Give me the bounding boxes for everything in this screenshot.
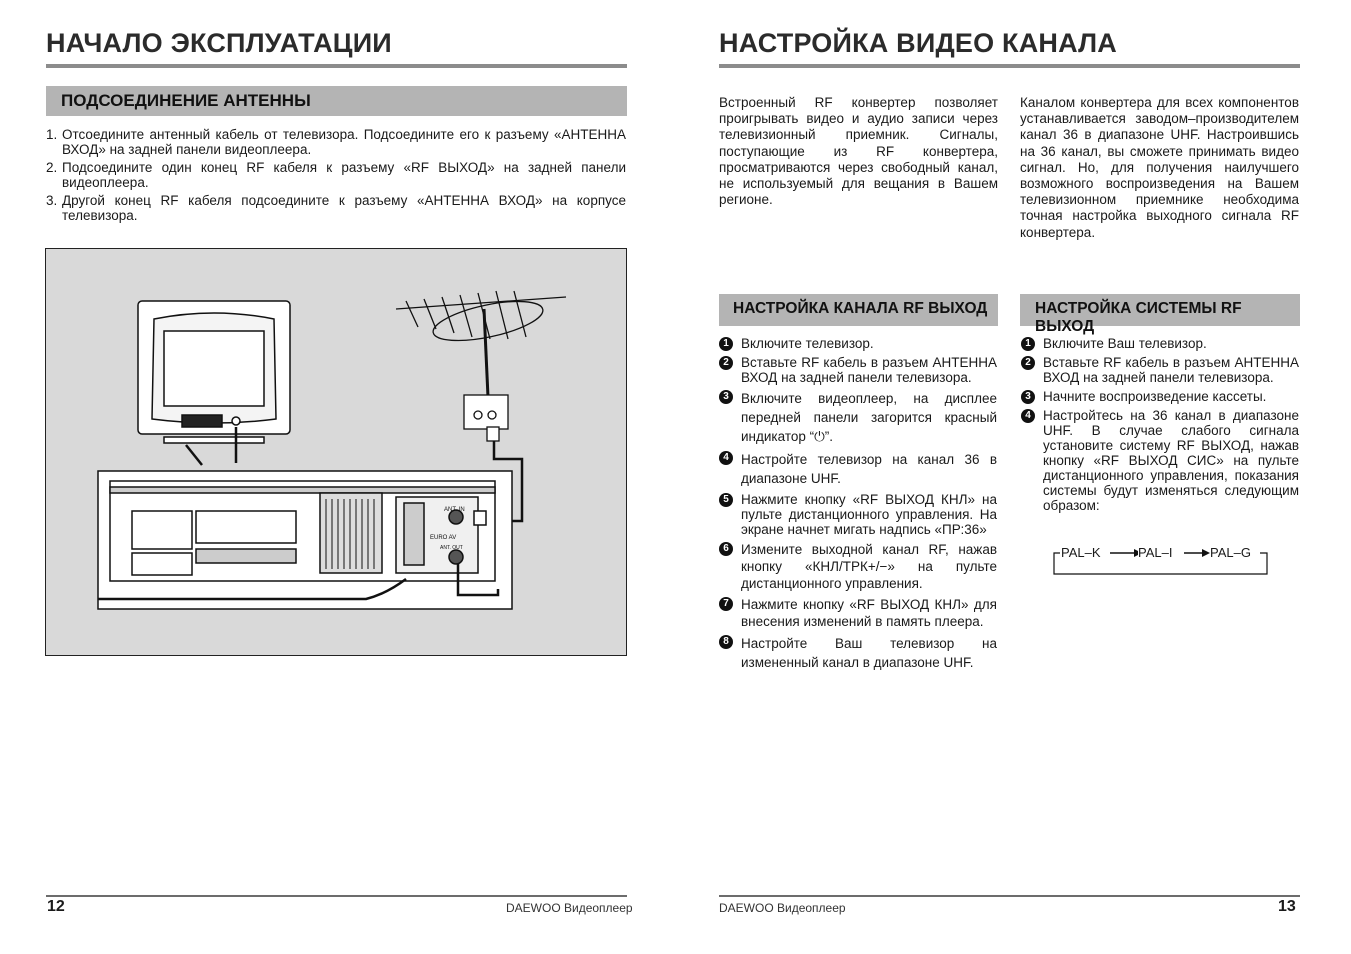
list-item: 1. Отсоедините антенный кабель от телевизора. Подсоедините его к разъему «АНТЕННА ВХОД» на задней панели видеоплеера.	[46, 127, 626, 157]
rf-system-header	[1020, 294, 1300, 335]
ant-out-label: ANT. OUT	[440, 545, 463, 551]
rf-channel-steps	[719, 336, 997, 676]
list-item: 2. Подсоедините один конец RF кабеля к разъему «RF ВЫХОД» на задней панели видеоплеера.	[46, 160, 626, 190]
intro-text-right: Каналом конвертера для всех компонентов устанавливается заводом–производителем канал 36 в диапазоне UHF. Настроившись на 36 канал, вы сможете принимать видео сигнал. Но, для получения наилучшего возможного воспроизведения на Вашем телевизионном приемнике необходима точная настройка выходного сигнала RF конвертера.	[1020, 95, 1299, 240]
right-footer-text: DAEWOO Видеоплеер	[719, 901, 846, 915]
list-item: 3 Включите видеоплеер, на дисплее передней панели загорится красный индикатор “⏻”.	[719, 389, 997, 446]
list-item: 4 Настройте телевизор на канал 36 в диапазоне UHF.	[719, 450, 997, 488]
rf-channel-header	[719, 294, 998, 326]
left-footer-text: DAEWOO Видеоплеер	[506, 901, 633, 915]
list-item: 1 Включите телевизор.	[719, 336, 997, 351]
right-page-title: НАСТРОЙКА ВИДЕО КАНАЛА	[719, 28, 1117, 58]
left-page-title: НАЧАЛО ЭКСПЛУАТАЦИИ	[46, 28, 392, 58]
list-item: 3 Начните воспроизведение кассеты.	[1021, 389, 1299, 404]
left-title-rule	[46, 64, 627, 68]
rf-system-steps	[1021, 336, 1299, 517]
right-page-number: 13	[1278, 898, 1296, 915]
list-item: 2 Вставьте RF кабель в разъем АНТЕННА ВХОД на задней панели телевизора.	[719, 355, 997, 385]
left-page-number: 12	[47, 898, 65, 915]
antenna-section-header	[46, 86, 627, 116]
list-item: 6 Измените выходной канал RF, нажав кнопку «КНЛ/TРК+/−» на пульте дистанционного управления.	[719, 541, 997, 592]
right-title-rule	[719, 64, 1300, 68]
euro-av-label: EURO AV	[430, 535, 457, 541]
ant-in-label: ANT. IN	[444, 507, 465, 513]
list-item: 7 Нажмите кнопку «RF ВЫХОД КНЛ» для внесения изменений в память плеера.	[719, 596, 997, 630]
list-item: 5 Нажмите кнопку «RF ВЫХОД КНЛ» на пульте дистанционного управления. На экране начнет мигать надпись «ПР:36»	[719, 492, 997, 537]
list-item: 1 Включите Ваш телевизор.	[1021, 336, 1299, 351]
connection-diagram-illustration	[46, 249, 625, 654]
pal-k-label: PAL–K	[1061, 545, 1101, 560]
antenna-section-title: ПОДСОЕДИНЕНИЕ АНТЕННЫ	[61, 91, 311, 110]
list-item: 4 Настройтесь на 36 канал в диапазоне UHF. В случае слабого сигнала установите систему RF ВЫХОД, нажав кнопку «RF ВЫХОД СИС» на пульте дистанционного управления, показания системы будут изменяться следующим образом:	[1021, 408, 1299, 513]
right-footer-rule	[719, 895, 1300, 897]
pal-g-label: PAL–G	[1210, 545, 1251, 560]
list-item: 2 Вставьте RF кабель в разъем АНТЕННА ВХОД на задней панели телевизора.	[1021, 355, 1299, 385]
connection-diagram	[45, 248, 627, 656]
list-item: 3. Другой конец RF кабеля подсоедините к разъему «АНТЕННА ВХОД» на корпусе телевизора.	[46, 193, 626, 223]
rf-system-title: НАСТРОЙКА СИСТЕМЫ RF ВЫХОД	[1035, 300, 1242, 335]
antenna-steps-list	[46, 127, 626, 226]
intro-text-left: Встроенный RF конвертер позволяет проигрывать видео и аудио записи через телевизионный приемник. Сигналы, поступающие из RF конвертера, просматриваются через свободный канал, не используемый для вещания в Вашем регионе.	[719, 95, 998, 208]
pal-i-label: PAL–I	[1138, 545, 1173, 560]
tv-illustration	[138, 301, 290, 443]
left-footer-rule	[46, 895, 627, 897]
pal-cycle-diagram	[1052, 543, 1270, 577]
list-item: 8 Настройте Ваш телевизор на измененный канал в диапазоне UHF.	[719, 634, 997, 672]
rf-channel-title: НАСТРОЙКА КАНАЛА RF ВЫХОД	[733, 300, 988, 317]
